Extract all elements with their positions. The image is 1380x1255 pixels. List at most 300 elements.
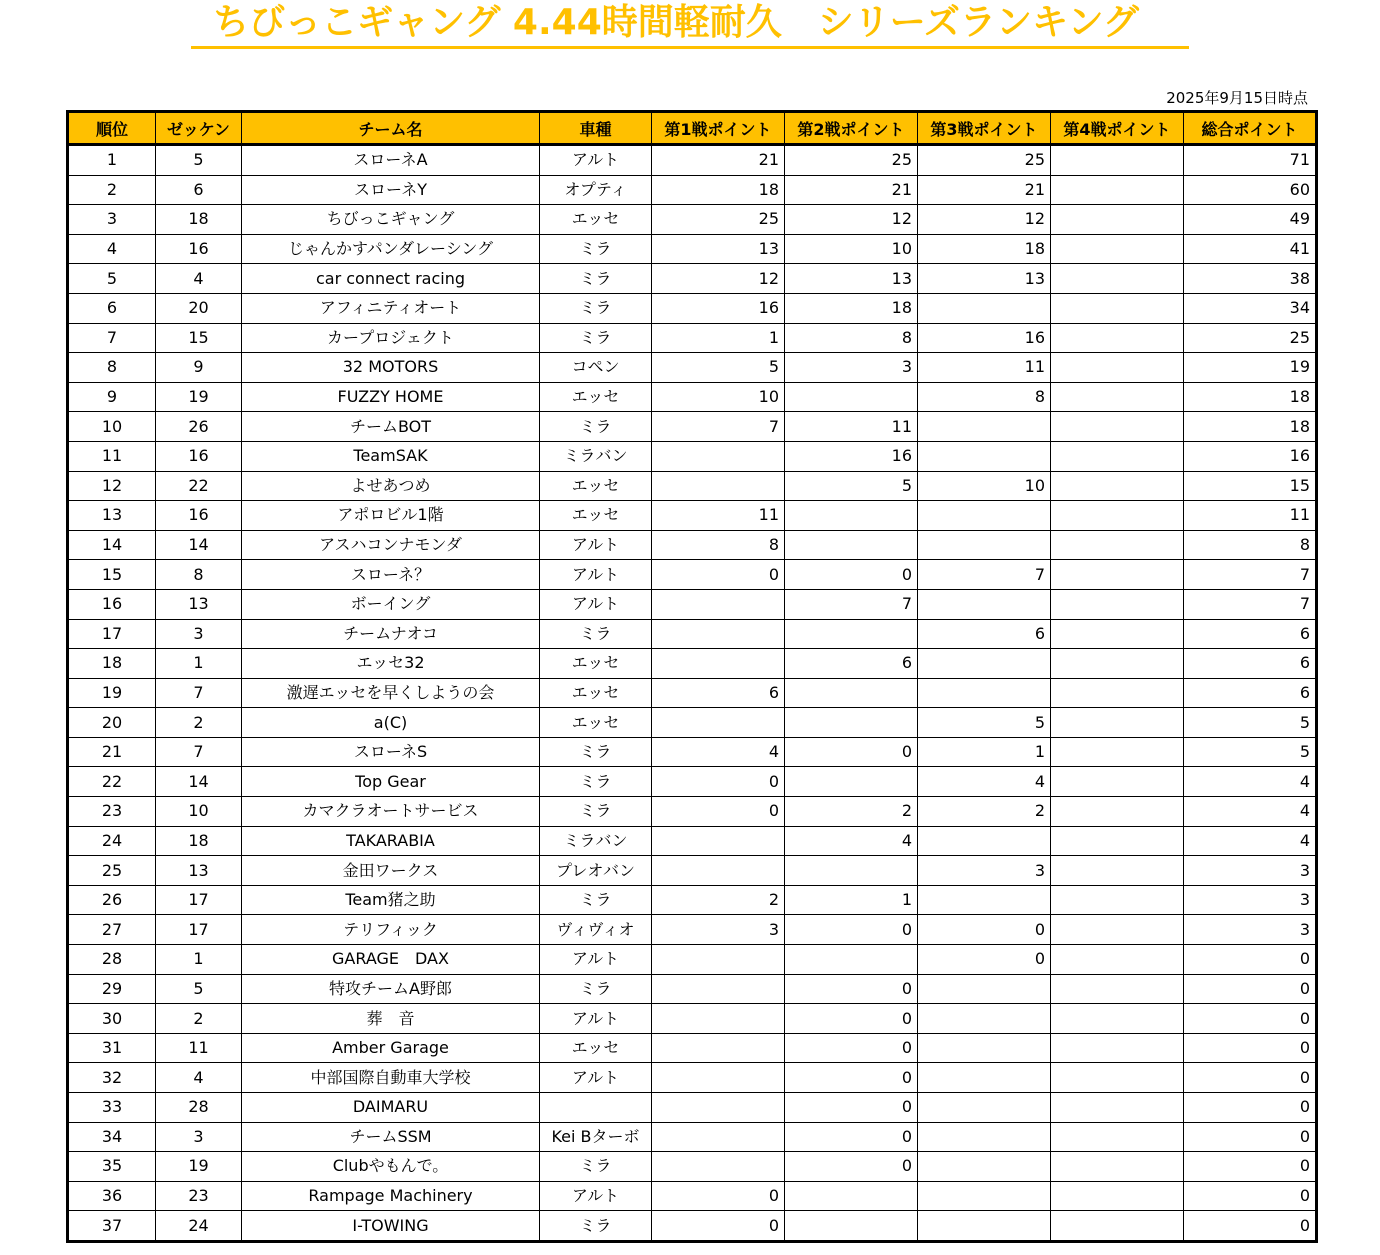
cell-car-model: ミラ — [540, 1152, 652, 1182]
cell-total-points: 60 — [1184, 175, 1317, 205]
cell-round1-points: 7 — [652, 412, 785, 442]
cell-round1-points — [652, 1004, 785, 1034]
cell-total-points: 0 — [1184, 1063, 1317, 1093]
cell-round4-points — [1051, 205, 1184, 235]
cell-rank: 27 — [68, 915, 156, 945]
cell-round2-points: 12 — [785, 205, 918, 235]
cell-total-points: 18 — [1184, 382, 1317, 412]
cell-round3-points — [918, 1152, 1051, 1182]
cell-car-model: ミラ — [540, 412, 652, 442]
cell-car-model: エッセ — [540, 471, 652, 501]
cell-round3-points: 25 — [918, 145, 1051, 176]
table-row — [68, 1033, 1317, 1063]
table-row — [68, 589, 1317, 619]
table-row — [68, 826, 1317, 856]
cell-car-model: コペン — [540, 353, 652, 383]
cell-bib: 15 — [156, 323, 242, 353]
cell-round4-points — [1051, 708, 1184, 738]
cell-round3-points — [918, 530, 1051, 560]
as-of-date: 2025年9月15日時点 — [1166, 89, 1308, 107]
cell-round3-points: 5 — [918, 708, 1051, 738]
cell-round3-points: 3 — [918, 856, 1051, 886]
cell-total-points: 4 — [1184, 797, 1317, 827]
cell-bib: 18 — [156, 826, 242, 856]
cell-round1-points — [652, 1152, 785, 1182]
cell-rank: 21 — [68, 737, 156, 767]
cell-bib: 2 — [156, 1004, 242, 1034]
column-header-team-name: チーム名 — [242, 112, 540, 145]
cell-rank: 31 — [68, 1033, 156, 1063]
cell-car-model: Kei Bターボ — [540, 1122, 652, 1152]
cell-rank: 22 — [68, 767, 156, 797]
cell-round1-points: 25 — [652, 205, 785, 235]
cell-bib: 1 — [156, 649, 242, 679]
cell-round3-points: 10 — [918, 471, 1051, 501]
cell-round2-points: 25 — [785, 145, 918, 176]
cell-round4-points — [1051, 797, 1184, 827]
cell-team-name: I-TOWING — [242, 1211, 540, 1242]
cell-total-points: 0 — [1184, 1093, 1317, 1123]
cell-round4-points — [1051, 145, 1184, 176]
cell-round1-points: 10 — [652, 382, 785, 412]
cell-round3-points — [918, 441, 1051, 471]
cell-round3-points: 11 — [918, 353, 1051, 383]
cell-team-name: Amber Garage — [242, 1033, 540, 1063]
cell-round2-points — [785, 382, 918, 412]
cell-team-name: スローネY — [242, 175, 540, 205]
cell-round2-points: 0 — [785, 1093, 918, 1123]
cell-round1-points — [652, 1063, 785, 1093]
cell-team-name: 32 MOTORS — [242, 353, 540, 383]
cell-rank: 36 — [68, 1181, 156, 1211]
cell-round2-points — [785, 501, 918, 531]
column-header-round3-points: 第3戦ポイント — [918, 112, 1051, 145]
cell-car-model: ミラ — [540, 767, 652, 797]
cell-rank: 32 — [68, 1063, 156, 1093]
cell-car-model — [540, 1093, 652, 1123]
cell-car-model: アルト — [540, 1004, 652, 1034]
column-header-round1-points: 第1戦ポイント — [652, 112, 785, 145]
cell-rank: 14 — [68, 530, 156, 560]
cell-round1-points — [652, 649, 785, 679]
cell-round2-points — [785, 767, 918, 797]
cell-round1-points — [652, 441, 785, 471]
cell-round2-points: 3 — [785, 353, 918, 383]
cell-rank: 1 — [68, 145, 156, 176]
cell-car-model: ミラ — [540, 885, 652, 915]
cell-team-name: 中部国際自動車大学校 — [242, 1063, 540, 1093]
cell-round4-points — [1051, 885, 1184, 915]
cell-team-name: カマクラオートサービス — [242, 797, 540, 827]
cell-round3-points — [918, 649, 1051, 679]
cell-bib: 28 — [156, 1093, 242, 1123]
cell-round4-points — [1051, 323, 1184, 353]
cell-round2-points — [785, 1211, 918, 1242]
page-title-wrap — [0, 2, 1380, 49]
cell-rank: 37 — [68, 1211, 156, 1242]
cell-round3-points — [918, 826, 1051, 856]
cell-round2-points: 0 — [785, 1122, 918, 1152]
cell-bib: 19 — [156, 382, 242, 412]
cell-round2-points: 13 — [785, 264, 918, 294]
column-header-bib: ゼッケン — [156, 112, 242, 145]
cell-round4-points — [1051, 826, 1184, 856]
cell-rank: 7 — [68, 323, 156, 353]
cell-total-points: 5 — [1184, 708, 1317, 738]
cell-round4-points — [1051, 737, 1184, 767]
cell-team-name: チームSSM — [242, 1122, 540, 1152]
cell-total-points: 41 — [1184, 234, 1317, 264]
cell-round2-points: 1 — [785, 885, 918, 915]
cell-team-name: FUZZY HOME — [242, 382, 540, 412]
table-row — [68, 530, 1317, 560]
cell-round3-points: 8 — [918, 382, 1051, 412]
cell-round4-points — [1051, 1152, 1184, 1182]
cell-total-points: 0 — [1184, 945, 1317, 975]
cell-total-points: 3 — [1184, 915, 1317, 945]
cell-round4-points — [1051, 471, 1184, 501]
cell-round4-points — [1051, 767, 1184, 797]
cell-car-model: オプティ — [540, 175, 652, 205]
table-row — [68, 1004, 1317, 1034]
cell-round2-points: 6 — [785, 649, 918, 679]
cell-round3-points: 4 — [918, 767, 1051, 797]
cell-team-name: エッセ32 — [242, 649, 540, 679]
cell-round3-points: 21 — [918, 175, 1051, 205]
cell-round4-points — [1051, 412, 1184, 442]
cell-car-model: ミラバン — [540, 826, 652, 856]
table-row — [68, 1122, 1317, 1152]
cell-rank: 13 — [68, 501, 156, 531]
cell-total-points: 49 — [1184, 205, 1317, 235]
cell-total-points: 3 — [1184, 856, 1317, 886]
cell-round3-points — [918, 589, 1051, 619]
cell-rank: 8 — [68, 353, 156, 383]
cell-car-model: エッセ — [540, 649, 652, 679]
table-row — [68, 767, 1317, 797]
cell-round1-points: 2 — [652, 885, 785, 915]
cell-bib: 13 — [156, 589, 242, 619]
cell-round4-points — [1051, 175, 1184, 205]
cell-round1-points — [652, 471, 785, 501]
cell-round3-points — [918, 678, 1051, 708]
cell-bib: 17 — [156, 915, 242, 945]
cell-round2-points: 16 — [785, 441, 918, 471]
cell-bib: 14 — [156, 767, 242, 797]
column-header-round4-points: 第4戦ポイント — [1051, 112, 1184, 145]
cell-rank: 34 — [68, 1122, 156, 1152]
cell-round4-points — [1051, 974, 1184, 1004]
cell-round2-points: 10 — [785, 234, 918, 264]
cell-round1-points: 11 — [652, 501, 785, 531]
cell-total-points: 34 — [1184, 293, 1317, 323]
cell-total-points: 0 — [1184, 1033, 1317, 1063]
cell-round3-points — [918, 885, 1051, 915]
cell-round2-points: 18 — [785, 293, 918, 323]
cell-total-points: 6 — [1184, 678, 1317, 708]
cell-car-model: アルト — [540, 560, 652, 590]
cell-team-name: チームBOT — [242, 412, 540, 442]
cell-team-name: アスハコンナモンダ — [242, 530, 540, 560]
cell-round1-points — [652, 826, 785, 856]
cell-car-model: ミラ — [540, 293, 652, 323]
cell-team-name: TAKARABIA — [242, 826, 540, 856]
cell-team-name: よせあつめ — [242, 471, 540, 501]
cell-round3-points — [918, 412, 1051, 442]
cell-round2-points: 0 — [785, 1152, 918, 1182]
cell-round3-points: 0 — [918, 945, 1051, 975]
cell-bib: 5 — [156, 145, 242, 176]
cell-team-name: a(C) — [242, 708, 540, 738]
table-row — [68, 175, 1317, 205]
cell-bib: 10 — [156, 797, 242, 827]
cell-total-points: 16 — [1184, 441, 1317, 471]
header-row — [68, 112, 1317, 145]
cell-round4-points — [1051, 441, 1184, 471]
cell-total-points: 6 — [1184, 649, 1317, 679]
cell-round1-points: 0 — [652, 560, 785, 590]
cell-team-name: アポロビル1階 — [242, 501, 540, 531]
cell-round4-points — [1051, 1181, 1184, 1211]
cell-round2-points — [785, 678, 918, 708]
cell-rank: 24 — [68, 826, 156, 856]
column-header-car-model: 車種 — [540, 112, 652, 145]
cell-rank: 20 — [68, 708, 156, 738]
cell-team-name: じゃんかすパンダレーシング — [242, 234, 540, 264]
table-row — [68, 945, 1317, 975]
cell-team-name: スローネS — [242, 737, 540, 767]
cell-bib: 22 — [156, 471, 242, 501]
cell-round1-points — [652, 708, 785, 738]
cell-round4-points — [1051, 234, 1184, 264]
cell-bib: 3 — [156, 619, 242, 649]
cell-car-model: エッセ — [540, 501, 652, 531]
table-row — [68, 1093, 1317, 1123]
table-row — [68, 708, 1317, 738]
cell-car-model: ミラ — [540, 797, 652, 827]
cell-round4-points — [1051, 293, 1184, 323]
table-row — [68, 205, 1317, 235]
cell-total-points: 0 — [1184, 1004, 1317, 1034]
cell-car-model: アルト — [540, 1181, 652, 1211]
table-row — [68, 264, 1317, 294]
cell-total-points: 0 — [1184, 1122, 1317, 1152]
cell-round3-points: 6 — [918, 619, 1051, 649]
cell-bib: 19 — [156, 1152, 242, 1182]
cell-team-name: car connect racing — [242, 264, 540, 294]
cell-total-points: 4 — [1184, 826, 1317, 856]
cell-bib: 8 — [156, 560, 242, 590]
cell-team-name: 激遅エッセを早くしようの会 — [242, 678, 540, 708]
cell-bib: 13 — [156, 856, 242, 886]
table-row — [68, 501, 1317, 531]
ranking-table — [66, 110, 1318, 1243]
cell-total-points: 3 — [1184, 885, 1317, 915]
cell-team-name: 葬 音 — [242, 1004, 540, 1034]
cell-bib: 14 — [156, 530, 242, 560]
table-row — [68, 145, 1317, 176]
cell-car-model: ミラ — [540, 1211, 652, 1242]
cell-round3-points: 0 — [918, 915, 1051, 945]
cell-total-points: 4 — [1184, 767, 1317, 797]
cell-car-model: ミラ — [540, 264, 652, 294]
cell-car-model: アルト — [540, 145, 652, 176]
cell-bib: 18 — [156, 205, 242, 235]
table-row — [68, 619, 1317, 649]
table-row — [68, 293, 1317, 323]
cell-round3-points: 2 — [918, 797, 1051, 827]
cell-total-points: 71 — [1184, 145, 1317, 176]
cell-round2-points — [785, 708, 918, 738]
table-row — [68, 471, 1317, 501]
cell-car-model: ミラバン — [540, 441, 652, 471]
cell-rank: 19 — [68, 678, 156, 708]
cell-round1-points — [652, 1033, 785, 1063]
cell-round3-points: 13 — [918, 264, 1051, 294]
cell-round3-points: 18 — [918, 234, 1051, 264]
cell-round1-points — [652, 856, 785, 886]
cell-rank: 16 — [68, 589, 156, 619]
cell-round2-points: 8 — [785, 323, 918, 353]
cell-car-model: ミラ — [540, 974, 652, 1004]
cell-round2-points: 0 — [785, 915, 918, 945]
table-row — [68, 974, 1317, 1004]
cell-rank: 15 — [68, 560, 156, 590]
cell-round1-points: 6 — [652, 678, 785, 708]
cell-round2-points — [785, 945, 918, 975]
cell-round3-points — [918, 1122, 1051, 1152]
cell-car-model: ミラ — [540, 234, 652, 264]
cell-team-name: ちびっこギャング — [242, 205, 540, 235]
cell-car-model: エッセ — [540, 205, 652, 235]
cell-round3-points: 1 — [918, 737, 1051, 767]
cell-bib: 20 — [156, 293, 242, 323]
cell-round1-points: 4 — [652, 737, 785, 767]
cell-team-name: Top Gear — [242, 767, 540, 797]
table-row — [68, 234, 1317, 264]
cell-round4-points — [1051, 649, 1184, 679]
cell-bib: 26 — [156, 412, 242, 442]
cell-rank: 25 — [68, 856, 156, 886]
cell-bib: 7 — [156, 678, 242, 708]
cell-total-points: 5 — [1184, 737, 1317, 767]
cell-round4-points — [1051, 501, 1184, 531]
cell-round2-points: 0 — [785, 737, 918, 767]
cell-car-model: ミラ — [540, 619, 652, 649]
cell-team-name: TeamSAK — [242, 441, 540, 471]
cell-round4-points — [1051, 619, 1184, 649]
cell-bib: 5 — [156, 974, 242, 1004]
cell-bib: 23 — [156, 1181, 242, 1211]
cell-round4-points — [1051, 382, 1184, 412]
cell-round4-points — [1051, 856, 1184, 886]
cell-total-points: 0 — [1184, 1211, 1317, 1242]
cell-team-name: DAIMARU — [242, 1093, 540, 1123]
cell-round1-points — [652, 1122, 785, 1152]
cell-car-model: アルト — [540, 589, 652, 619]
cell-team-name: Rampage Machinery — [242, 1181, 540, 1211]
cell-round4-points — [1051, 589, 1184, 619]
table-row — [68, 441, 1317, 471]
cell-total-points: 15 — [1184, 471, 1317, 501]
cell-total-points: 7 — [1184, 560, 1317, 590]
cell-bib: 16 — [156, 234, 242, 264]
cell-team-name: テリフィック — [242, 915, 540, 945]
cell-team-name: アフィニティオート — [242, 293, 540, 323]
cell-rank: 11 — [68, 441, 156, 471]
cell-total-points: 0 — [1184, 974, 1317, 1004]
cell-rank: 12 — [68, 471, 156, 501]
cell-bib: 11 — [156, 1033, 242, 1063]
table-row — [68, 323, 1317, 353]
cell-round3-points: 7 — [918, 560, 1051, 590]
cell-total-points: 25 — [1184, 323, 1317, 353]
cell-round1-points — [652, 619, 785, 649]
cell-round3-points — [918, 1181, 1051, 1211]
cell-rank: 28 — [68, 945, 156, 975]
cell-round1-points — [652, 589, 785, 619]
cell-round3-points — [918, 501, 1051, 531]
cell-bib: 16 — [156, 441, 242, 471]
cell-rank: 4 — [68, 234, 156, 264]
cell-car-model: エッセ — [540, 678, 652, 708]
cell-car-model: エッセ — [540, 708, 652, 738]
cell-round2-points: 5 — [785, 471, 918, 501]
cell-round1-points: 8 — [652, 530, 785, 560]
cell-team-name: Clubやもんで。 — [242, 1152, 540, 1182]
cell-total-points: 0 — [1184, 1181, 1317, 1211]
cell-car-model: エッセ — [540, 1033, 652, 1063]
table-row — [68, 560, 1317, 590]
cell-rank: 30 — [68, 1004, 156, 1034]
cell-round2-points: 0 — [785, 1004, 918, 1034]
cell-bib: 17 — [156, 885, 242, 915]
cell-round2-points: 11 — [785, 412, 918, 442]
cell-car-model: エッセ — [540, 382, 652, 412]
cell-bib: 7 — [156, 737, 242, 767]
table-row — [68, 382, 1317, 412]
cell-rank: 3 — [68, 205, 156, 235]
cell-rank: 17 — [68, 619, 156, 649]
cell-round1-points: 1 — [652, 323, 785, 353]
cell-round1-points: 0 — [652, 767, 785, 797]
cell-round1-points — [652, 1093, 785, 1123]
cell-round3-points — [918, 1004, 1051, 1034]
cell-team-name: スローネ？ — [242, 560, 540, 590]
cell-round2-points: 0 — [785, 1033, 918, 1063]
cell-round4-points — [1051, 530, 1184, 560]
cell-round4-points — [1051, 560, 1184, 590]
cell-total-points: 7 — [1184, 589, 1317, 619]
column-header-round2-points: 第2戦ポイント — [785, 112, 918, 145]
cell-bib: 2 — [156, 708, 242, 738]
cell-round1-points — [652, 974, 785, 1004]
page-title: ちびっこギャング 4.44時間軽耐久 シリーズランキング — [191, 2, 1189, 49]
cell-total-points: 8 — [1184, 530, 1317, 560]
cell-round3-points — [918, 1063, 1051, 1093]
cell-round3-points — [918, 974, 1051, 1004]
cell-team-name: 金田ワークス — [242, 856, 540, 886]
table-row — [68, 1211, 1317, 1242]
cell-team-name: カープロジェクト — [242, 323, 540, 353]
table-row — [68, 797, 1317, 827]
table-row — [68, 678, 1317, 708]
cell-round4-points — [1051, 915, 1184, 945]
cell-total-points: 18 — [1184, 412, 1317, 442]
cell-round2-points — [785, 530, 918, 560]
cell-total-points: 6 — [1184, 619, 1317, 649]
cell-rank: 10 — [68, 412, 156, 442]
